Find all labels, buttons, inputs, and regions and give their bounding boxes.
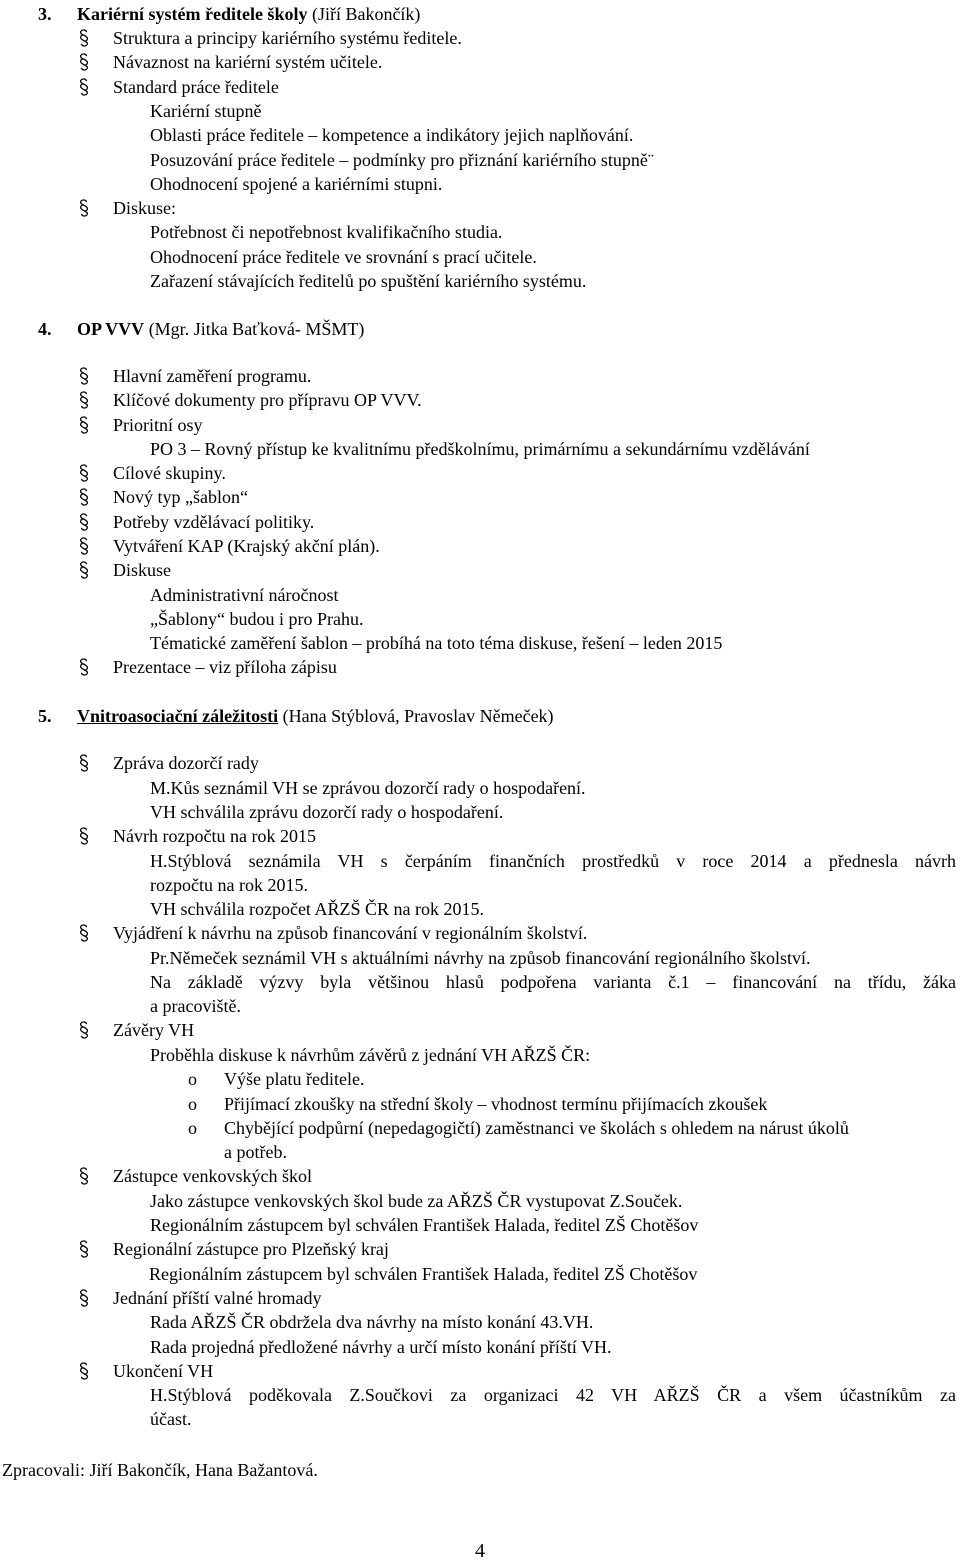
list-item: Závěry VH	[113, 1020, 195, 1040]
sub-item: a pracoviště.	[150, 996, 241, 1016]
section-4-heading	[77, 317, 364, 341]
section-5-title: Vnitroasociační záležitosti	[77, 706, 279, 726]
section-sign-icon	[78, 537, 90, 555]
sub-item: Posuzování práce ředitele – podmínky pro přiznání kariérního stupně¨	[150, 150, 654, 170]
section-sign-icon	[78, 658, 90, 676]
section-3-number: 3.	[38, 4, 52, 24]
conclusion-item: Přijímací zkoušky na střední školy – vhodnost termínu přijímacích zkoušek	[224, 1094, 768, 1114]
sub-item: rozpočtu na rok 2015.	[150, 875, 308, 895]
sub-item: Oblasti práce ředitele – kompetence a indikátory jejich naplňování.	[150, 125, 634, 145]
sub-item: VH schválila zprávu dozorčí rady o hospodaření.	[150, 802, 504, 822]
sub-item: Ohodnocení spojené a kariérními stupni.	[150, 174, 443, 194]
section-sign-icon	[78, 199, 90, 217]
section-sign-icon	[78, 924, 90, 942]
section-sign-icon	[78, 1240, 90, 1258]
section-sign-icon	[78, 754, 90, 772]
sub-item: Rada projedná předložené návrhy a určí místo konání příští VH.	[150, 1337, 612, 1357]
sub-item: Jako zástupce venkovských škol bude za AŘZŠ ČR vystupovat Z.Souček.	[150, 1191, 683, 1211]
sub-item: „Šablony“ budou i pro Prahu.	[150, 609, 364, 629]
page-number: 4	[475, 1540, 485, 1562]
sub-item: Na základě výzvy byla většinou hlasů podpořena varianta č.1 – financování na třídu, žáka	[150, 972, 956, 992]
section-sign-icon	[78, 78, 90, 96]
section-sign-icon	[78, 367, 90, 385]
sub-item: H.Stýblová seznámila VH s čerpáním finančních prostředků v roce 2014 a přednesla návrh	[150, 851, 956, 871]
list-item: Zpráva dozorčí rady	[113, 753, 259, 773]
sub-item: Tématické zaměření šablon – probíhá na toto téma diskuse, řešení – leden 2015	[150, 633, 723, 653]
list-item: Vyjádření k návrhu na způsob financování v regionálním školství.	[113, 923, 588, 943]
sub-item: Proběhla diskuse k návrhům závěrů z jednání VH AŘZŠ ČR:	[150, 1045, 591, 1065]
section-sign-icon	[78, 391, 90, 409]
section-sign-icon	[78, 1289, 90, 1307]
list-item: Ukončení VH	[113, 1361, 214, 1381]
section-sign-icon	[78, 1167, 90, 1185]
list-item: Návrh rozpočtu na rok 2015	[113, 826, 316, 846]
section-sign-icon	[78, 1362, 90, 1380]
sub-item: Potřebnost či nepotřebnost kvalifikačního studia.	[150, 222, 503, 242]
section-sign-icon	[78, 464, 90, 482]
list-item: Regionální zástupce pro Plzeňský kraj	[113, 1239, 389, 1259]
sub-item: Ohodnocení práce ředitele ve srovnání s prací učitele.	[150, 247, 537, 267]
section-4-title: OP VVV	[77, 319, 145, 339]
list-item: Struktura a principy kariérního systému ředitele.	[113, 28, 462, 48]
list-item: Diskuse:	[113, 198, 176, 218]
list-item: Nový typ „šablon“	[113, 487, 248, 507]
list-item: Cílové skupiny.	[113, 463, 226, 483]
list-item: Potřeby vzdělávací politiky.	[113, 512, 315, 532]
sub-item: VH schválila rozpočet AŘZŠ ČR na rok 2015.	[150, 899, 484, 919]
sub-item: M.Kůs seznámil VH se zprávou dozorčí rady o hospodaření.	[150, 778, 586, 798]
sub-item: Zařazení stávajících ředitelů po spuštění kariérního systému.	[150, 271, 587, 291]
sub-item: Kariérní stupně	[150, 101, 262, 121]
section-4-presenter: (Mgr. Jitka Baťková- MŠMT)	[148, 319, 365, 339]
sub-item: Administrativní náročnost	[150, 585, 339, 605]
section-sign-icon	[78, 827, 90, 845]
section-sign-icon	[78, 488, 90, 506]
list-item: Diskuse	[113, 560, 171, 580]
conclusion-item: Výše platu ředitele.	[224, 1069, 365, 1089]
conclusion-item: a potřeb.	[224, 1142, 287, 1162]
list-item: Návaznost na kariérní systém učitele.	[113, 52, 383, 72]
list-item: Klíčové dokumenty pro přípravu OP VVV.	[113, 390, 422, 410]
sub-item: Regionálním zástupcem byl schválen František Halada, ředitel ZŠ Chotěšov	[150, 1215, 699, 1235]
section-sign-icon	[78, 1021, 90, 1039]
section-sign-icon	[78, 513, 90, 531]
section-sign-icon	[78, 53, 90, 71]
section-sign-icon	[78, 561, 90, 579]
section-5-heading	[77, 704, 554, 728]
sub-item: Pr.Němeček seznámil VH s aktuálními návrhy na způsob financování regionálního školství.	[150, 948, 811, 968]
list-item: Zástupce venkovských škol	[113, 1166, 312, 1186]
list-item: Hlavní zaměření programu.	[113, 366, 312, 386]
section-sign-icon	[78, 416, 90, 434]
circle-bullet: o	[188, 1069, 197, 1089]
list-item: Standard práce ředitele	[113, 77, 279, 97]
section-5-presenter: (Hana Stýblová, Pravoslav Němeček)	[282, 706, 554, 726]
sub-item: účast.	[150, 1409, 192, 1429]
conclusion-item: Chybějící podpůrní (nepedagogičtí) zaměstnanci ve školách s ohledem na nárust úkolů	[224, 1118, 849, 1138]
section-3-title: Kariérní systém ředitele školy	[77, 4, 308, 24]
list-item: Prioritní osy	[113, 415, 203, 435]
list-item: Vytváření KAP (Krajský akční plán).	[113, 536, 380, 556]
circle-bullet: o	[188, 1118, 197, 1138]
section-5-number: 5.	[38, 706, 52, 726]
list-item: Prezentace – viz příloha zápisu	[113, 657, 337, 677]
sub-item: PO 3 – Rovný přístup ke kvalitnímu předškolnímu, primárnímu a sekundárnímu vzdělávání	[150, 439, 810, 459]
section-sign-icon	[78, 29, 90, 47]
circle-bullet: o	[188, 1094, 197, 1114]
sub-item: H.Stýblová poděkovala Z.Součkovi za organizaci 42 VH AŘZŠ ČR a všem účastníkům za	[150, 1385, 956, 1405]
sub-item: Regionálním zástupcem byl schválen František Halada, ředitel ZŠ Chotěšov	[149, 1264, 698, 1284]
list-item: Jednání příští valné hromady	[113, 1288, 322, 1308]
section-3-heading	[77, 2, 420, 26]
prepared-by: Zpracovali: Jiří Bakončík, Hana Bažantová.	[2, 1460, 318, 1480]
sub-item: Rada AŘZŠ ČR obdržela dva návrhy na místo konání 43.VH.	[150, 1312, 594, 1332]
section-4-number: 4.	[38, 319, 52, 339]
section-3-presenter: (Jiří Bakončík)	[311, 4, 421, 24]
